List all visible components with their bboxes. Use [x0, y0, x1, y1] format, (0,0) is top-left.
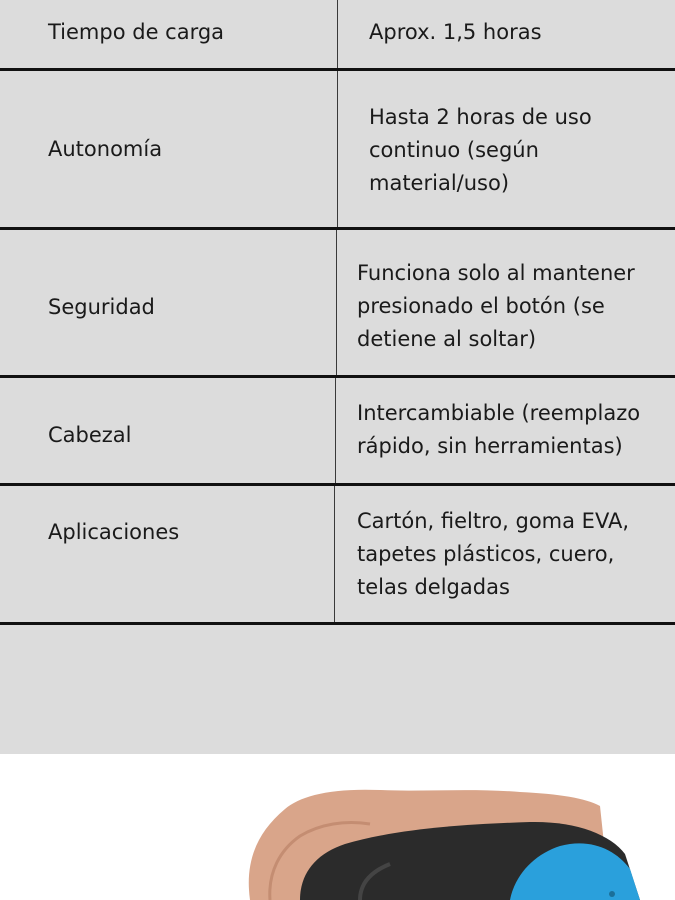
row-divider	[0, 375, 675, 378]
column-divider	[336, 230, 337, 375]
column-divider	[337, 71, 338, 227]
spec-label-safety: Seguridad	[48, 295, 155, 319]
spec-value-head: Intercambiable (reemplazo rápido, sin herramientas)	[357, 401, 641, 458]
tool-button-dot	[609, 891, 615, 897]
row-divider	[0, 483, 675, 486]
spec-label-applications: Aplicaciones	[48, 520, 180, 544]
product-photo	[0, 754, 675, 900]
spec-value-autonomy: Hasta 2 horas de uso continuo (según material/uso)	[369, 105, 592, 195]
column-divider	[335, 378, 336, 483]
spec-label-head: Cabezal	[48, 423, 132, 447]
spec-value-applications: Cartón, fieltro, goma EVA, tapetes plásticos, cuero, telas delgadas	[357, 509, 630, 599]
spec-label-charge-time: Tiempo de carga	[48, 20, 225, 44]
column-divider	[337, 0, 338, 68]
spec-value-charge-time: Aprox. 1,5 horas	[369, 20, 542, 44]
column-divider	[334, 486, 335, 622]
spec-value-safety: Funciona solo al mantener presionado el botón (se detiene al soltar)	[357, 261, 635, 351]
row-divider	[0, 227, 675, 230]
spec-label-autonomy: Autonomía	[48, 137, 163, 161]
hand-holding-tool-image	[0, 754, 675, 900]
row-divider	[0, 622, 675, 625]
